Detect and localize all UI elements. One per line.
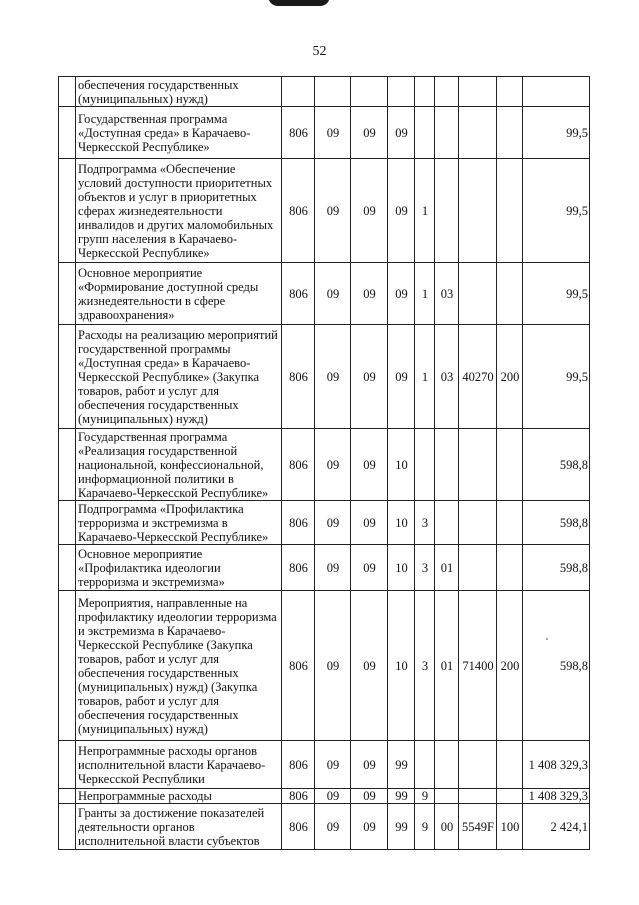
table-row	[59, 263, 590, 325]
subsection-code-cell: 09	[351, 741, 388, 789]
row-index-cell	[59, 789, 76, 804]
activity-code-cell: 01	[435, 591, 459, 741]
section-code-cell: 09	[315, 501, 351, 545]
expense-type-cell	[497, 107, 523, 159]
expense-type-cell: 200	[497, 591, 523, 741]
amount-cell: 99,5	[523, 107, 590, 159]
item-name-cell: Расходы на реализацию мероприятий государственной программы «Доступная среда» в Карачаево-Черкесской Республике» (Закупка товаров, работ и услуг для обеспечения государственных (муниципальных) нужд)	[76, 325, 282, 429]
program-code-cell: 10	[388, 501, 415, 545]
budget-table	[58, 76, 590, 850]
subprogram-code-cell: 9	[415, 789, 435, 804]
subsection-code-cell: 09	[351, 591, 388, 741]
subprogram-code-cell: 3	[415, 591, 435, 741]
section-code-cell: 09	[315, 741, 351, 789]
subprogram-code-cell: 1	[415, 159, 435, 263]
row-index-cell	[59, 107, 76, 159]
direction-code-cell: 40270	[459, 325, 497, 429]
activity-code-cell	[435, 159, 459, 263]
section-code-cell: 09	[315, 263, 351, 325]
row-index-cell	[59, 325, 76, 429]
amount-cell: 598,8	[523, 545, 590, 591]
row-index-cell	[59, 159, 76, 263]
item-name-cell: Основное мероприятие «Профилактика идеологии терроризма и экстремизма»	[76, 545, 282, 591]
amount-cell: 598,8	[523, 429, 590, 501]
scan-speck	[546, 638, 548, 640]
item-name-cell: Основное мероприятие «Формирование доступной среды жизнедеятельности в сфере здравоохранения»	[76, 263, 282, 325]
row-index-cell	[59, 591, 76, 741]
direction-code-cell	[459, 501, 497, 545]
amount-cell: 598,8	[523, 501, 590, 545]
table-row	[59, 789, 590, 804]
section-code-cell: 09	[315, 804, 351, 850]
direction-code-cell: 5549F	[459, 804, 497, 850]
grbs-code-cell	[282, 77, 315, 107]
amount-cell: 1 408 329,3	[523, 789, 590, 804]
subsection-code-cell: 09	[351, 429, 388, 501]
expense-type-cell	[497, 77, 523, 107]
subsection-code-cell: 09	[351, 789, 388, 804]
item-name-cell: Гранты за достижение показателей деятельности органов исполнительной власти субъектов	[76, 804, 282, 850]
row-index-cell	[59, 741, 76, 789]
program-code-cell: 10	[388, 591, 415, 741]
expense-type-cell	[497, 741, 523, 789]
subprogram-code-cell: 9	[415, 804, 435, 850]
expense-type-cell	[497, 159, 523, 263]
item-name-cell: Подпрограмма «Профилактика терроризма и экстремизма в Карачаево-Черкесской Республике»	[76, 501, 282, 545]
subprogram-code-cell	[415, 107, 435, 159]
subsection-code-cell: 09	[351, 545, 388, 591]
subprogram-code-cell: 3	[415, 501, 435, 545]
direction-code-cell	[459, 107, 497, 159]
program-code-cell: 09	[388, 263, 415, 325]
program-code-cell: 09	[388, 159, 415, 263]
page-number: 52	[312, 44, 327, 59]
expense-type-cell	[497, 263, 523, 325]
row-index-cell	[59, 501, 76, 545]
table-row	[59, 77, 590, 107]
table-row	[59, 741, 590, 789]
amount-cell: 99,5	[523, 263, 590, 325]
amount-cell: 99,5	[523, 325, 590, 429]
activity-code-cell: 00	[435, 804, 459, 850]
section-code-cell: 09	[315, 429, 351, 501]
direction-code-cell	[459, 159, 497, 263]
item-name-cell: Подпрограмма «Обеспечение условий доступности приоритетных объектов и услуг в приоритетных сферах жизнедеятельности инвалидов и других маломобильных групп населения в Карачаево-Черкесской Республике»	[76, 159, 282, 263]
grbs-code-cell: 806	[282, 159, 315, 263]
subsection-code-cell: 09	[351, 107, 388, 159]
program-code-cell: 10	[388, 429, 415, 501]
subprogram-code-cell: 1	[415, 325, 435, 429]
table-row	[59, 325, 590, 429]
subprogram-code-cell	[415, 741, 435, 789]
section-code-cell: 09	[315, 789, 351, 804]
section-code-cell: 09	[315, 159, 351, 263]
direction-code-cell	[459, 263, 497, 325]
grbs-code-cell: 806	[282, 741, 315, 789]
program-code-cell: 99	[388, 804, 415, 850]
row-index-cell	[59, 545, 76, 591]
direction-code-cell	[459, 789, 497, 804]
program-code-cell: 09	[388, 107, 415, 159]
activity-code-cell	[435, 501, 459, 545]
program-code-cell: 10	[388, 545, 415, 591]
activity-code-cell: 01	[435, 545, 459, 591]
section-code-cell	[315, 77, 351, 107]
item-name-cell: Непрограммные расходы	[76, 789, 282, 804]
item-name-cell: обеспечения государственных (муниципальных) нужд)	[76, 77, 282, 107]
subsection-code-cell: 09	[351, 325, 388, 429]
grbs-code-cell: 806	[282, 545, 315, 591]
amount-cell	[523, 77, 590, 107]
table-row	[59, 545, 590, 591]
activity-code-cell: 03	[435, 263, 459, 325]
grbs-code-cell: 806	[282, 107, 315, 159]
item-name-cell: Государственная программа «Реализация государственной национальной, конфессиональной, информационной политики в Карачаево-Черкесской Республике»	[76, 429, 282, 501]
expense-type-cell: 200	[497, 325, 523, 429]
subsection-code-cell: 09	[351, 804, 388, 850]
section-code-cell: 09	[315, 107, 351, 159]
table-body	[59, 77, 590, 850]
activity-code-cell	[435, 789, 459, 804]
direction-code-cell	[459, 429, 497, 501]
section-code-cell: 09	[315, 545, 351, 591]
grbs-code-cell: 806	[282, 325, 315, 429]
activity-code-cell	[435, 77, 459, 107]
grbs-code-cell: 806	[282, 501, 315, 545]
section-code-cell: 09	[315, 325, 351, 429]
row-index-cell	[59, 77, 76, 107]
table-row	[59, 429, 590, 501]
row-index-cell	[59, 804, 76, 850]
activity-code-cell	[435, 429, 459, 501]
row-index-cell	[59, 263, 76, 325]
activity-code-cell	[435, 107, 459, 159]
subsection-code-cell	[351, 77, 388, 107]
expense-type-cell	[497, 545, 523, 591]
grbs-code-cell: 806	[282, 789, 315, 804]
grbs-code-cell: 806	[282, 429, 315, 501]
item-name-cell: Государственная программа «Доступная среда» в Карачаево-Черкесской Республике»	[76, 107, 282, 159]
row-index-cell	[59, 429, 76, 501]
expense-type-cell	[497, 789, 523, 804]
table-row	[59, 501, 590, 545]
program-code-cell: 99	[388, 741, 415, 789]
subprogram-code-cell	[415, 77, 435, 107]
expense-type-cell	[497, 501, 523, 545]
table-row	[59, 159, 590, 263]
activity-code-cell: 03	[435, 325, 459, 429]
table-row	[59, 107, 590, 159]
grbs-code-cell: 806	[282, 804, 315, 850]
direction-code-cell	[459, 741, 497, 789]
expense-type-cell: 100	[497, 804, 523, 850]
scan-artifact-mark	[268, 0, 330, 6]
subprogram-code-cell: 1	[415, 263, 435, 325]
grbs-code-cell: 806	[282, 591, 315, 741]
program-code-cell: 99	[388, 789, 415, 804]
item-name-cell: Мероприятия, направленные на профилактику идеологии терроризма и экстремизма в Карачаево-Черкесской Республике (Закупка товаров, работ и услуг для обеспечения государственных (муниципальных) нужд) (Закупка товаров, работ и услуг для обеспечения государственных (муниципальных) нужд)	[76, 591, 282, 741]
subsection-code-cell: 09	[351, 263, 388, 325]
amount-cell: 1 408 329,3	[523, 741, 590, 789]
amount-cell: 598,8	[523, 591, 590, 741]
amount-cell: 2 424,1	[523, 804, 590, 850]
subprogram-code-cell: 3	[415, 545, 435, 591]
activity-code-cell	[435, 741, 459, 789]
section-code-cell: 09	[315, 591, 351, 741]
subprogram-code-cell	[415, 429, 435, 501]
grbs-code-cell: 806	[282, 263, 315, 325]
subsection-code-cell: 09	[351, 501, 388, 545]
direction-code-cell: 71400	[459, 591, 497, 741]
direction-code-cell	[459, 545, 497, 591]
amount-cell: 99,5	[523, 159, 590, 263]
subsection-code-cell: 09	[351, 159, 388, 263]
table-row	[59, 804, 590, 850]
program-code-cell: 09	[388, 325, 415, 429]
table-row	[59, 591, 590, 741]
item-name-cell: Непрограммные расходы органов исполнительной власти Карачаево-Черкесской Республики	[76, 741, 282, 789]
direction-code-cell	[459, 77, 497, 107]
program-code-cell	[388, 77, 415, 107]
expense-type-cell	[497, 429, 523, 501]
